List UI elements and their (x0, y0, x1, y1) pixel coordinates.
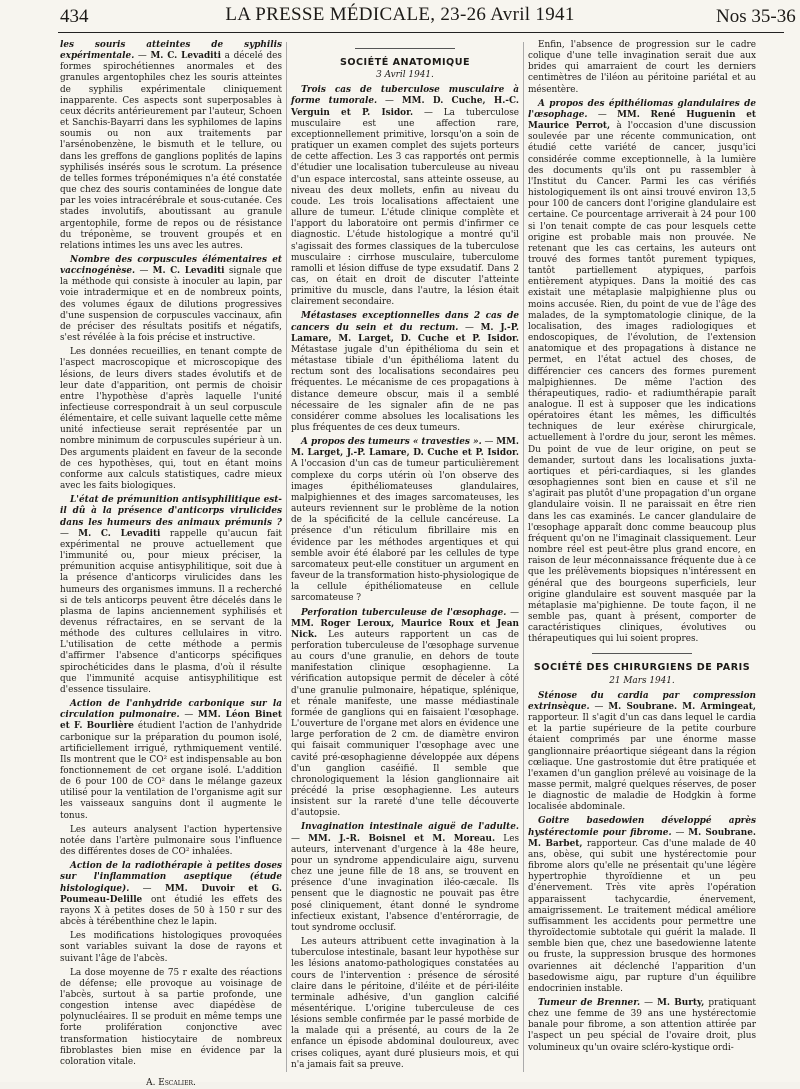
session-date: 21 Mars 1941. (609, 675, 675, 686)
article-body: pratiquant chez une femme de 39 ans une hystérectomie banale pour fibrome, a son attention attirée par l'aspect un peu spécial de l'ovaire droit, plus volumineux qu'un ovaire scléro-kystique ordi- (528, 997, 756, 1053)
paragraph: Action de la radiothérapie à petites doses sur l'inflammation aseptique (étude histologique). — MM. Duvoir et G. Poumeau-Delille ont étudié les effets des rayons X à petites doses de 50 à 150 r sur des abcès à térébenthine chez le lapin. (60, 861, 283, 928)
article-body: Les auteurs, intervenant d'urgence à la 48e heure, pour un syndrome appendiculaire aigu, survenu chez une jeune fille de 18 ans, se trouvent en présence d'une invagination iléo-cæcale. Ils pensent que le diagnostic ne pouvait pas être posé cliniquement, étant donné le syndrome infectieux existant, l'absence d'entérorragie, de tout syndrome occlusif. (291, 833, 519, 933)
article-body: Métastase jugale d'un épithélioma du sein et métastase tibiale d'un épithélioma latent du rectum sont des localisations secondaires peu fréquentes. Le mécanisme de ces propagations à distance demeure obscur, mais il a semblé nécessaire de les signaler afin de ne pas considérer comme absolues les localisations les plus fréquentes de ces deux tumeurs. (291, 344, 519, 433)
paragraph: Les auteurs analysent l'action hypertensive notée dans l'artère pulmonaire sous l'influence des différentes doses de CO² inhalées. (60, 824, 282, 858)
separator (592, 653, 692, 654)
header-rule (58, 32, 784, 33)
article-title: les souris atteintes de syphilis expérimentale. (60, 40, 282, 62)
page-header (0, 0, 800, 40)
column-divider (286, 42, 287, 1072)
paragraph: Sténose du cardia par compression extrinsèque. — M. Soubrane. M. Armingeat, rapporteur. Il s'agit d'un cas dans lequel le cardia et la partie supérieure de la petite courbure étaient comprimés par une énorme masse ganglionnaire préaortique siégeant dans la région cœliaque. Une gastrostomie dut être pratiquée et l'examen d'un ganglion prélevé au voisinage de la masse permit, malgré quelques réserves, de poser le diagnostic de maladie de Hodgkin à forme localisée abdominale. (528, 690, 756, 813)
paragraph: Enfin, l'absence de progression sur le cadre colique d'une telle invagination serait due aux brides qui amarraient de court les derniers centimètres de l'iléon au péritoine pariétal et au mésentère. (528, 40, 756, 95)
page-number: 434 (60, 6, 89, 27)
paragraph: Invagination intestinale aiguë de l'adulte. — MM. J.-R. Boisnel et M. Moreau. Les auteurs, intervenant d'urgence à la 48e heure, pour un syndrome appendiculaire aigu, survenu chez une jeune fille de 18 ans, se trouvent en présence d'une invagination iléo-cæcale. Ils pensent que le diagnostic ne pouvait pas être posé cliniquement, étant donné le syndrome infectieux existant, l'absence d'entérorragie, de tout syndrome occlusif. (291, 822, 519, 933)
article-title: Perforation tuberculeuse de l'œsophage. (301, 607, 507, 618)
article-title: Action de l'anhydride carbonique sur la circulation pulmonaire. (60, 699, 282, 721)
paragraph: La dose moyenne de 75 r exalte des réactions de défense; elle provoque au voisinage de l'abcès, surtout à sa partie profonde, une congestion intense avec diapédèse de polynucléaires. Il se produit en même temps une forte prolifération conjonctive avec transformation histiocytaire de nombreux fibroblastes bien mise en évidence par la coloration vitale. (60, 967, 282, 1067)
article-author: M. Burty, (657, 997, 705, 1008)
article-author: M. C. Levaditi (152, 266, 225, 277)
article-title: Métastases exceptionnelles dans 2 cas de cancers du sein et du rectum. (291, 311, 519, 333)
paragraph: A propos des épithéliomas glandulaires de l'œsophage. — MM. René Huguenin et Maurice Perrot, à l'occasion d'une discussion soulevée par une récente communication, ont étudié cette variété de cancer, jusqu'ici considérée comme exceptionnelle, à la lumière des documents qu'ils ont pu rassembler à l'Institut du Cancer. Parmi les cas vérifiés histologiquement ils ont ainsi trouvé environ 13,5 pour 100 de cancers dont l'origine glandulaire est certaine. Ce pourcentage arriverait à 24 pour 100 si l'on tenait compte de cas pour lesquels cette origine est probable mais non prouvée. Ne retenant que les cas certains, les auteurs ont trouvé des formes tantôt purement typiques, tantôt partiellement atypiques, parfois entièrement atypiques. Dans la moitié des cas existait une métaplasie malpighienne plus ou moins accusée. Rien, du point de vue de l'âge des malades, de la symptomatologie clinique, de la localisation, des images radiologiques et endoscopiques, de l'évolution, de l'extension anatomique et des propagations à distance ne permet, en l'état actuel des choses, de différencier ces cancers des formes purement malpighiennes. De même l'action des thérapeutiques, radio- et radiumthérapie paraît analogue. Il est à supposer que les indications opératoires étant les mêmes, les difficultés techniques de leur exérèse chirurgicale, actuellement à l'ordre du jour, seront les mêmes. Du point de vue de leur origine, on peut se demander, surtout dans les localisations juxta-aortiques et péri-cardiaques, si les glandes œsophagiennes sont bien en cause et s'il ne s'agirait pas plutôt d'une propagation d'un organe glandulaire voisin. Il ne paraissait en être rien dans les cas examinés. Le cancer glandulaire de l'œsophage apparaît donc comme beaucoup plus fréquent qu'on ne l'imaginait classiquement. Leur nombre réel est peut-être plus grand encore, en raison de leur méconnaissance fréquente due à ce que les prélèvements biopsiques n'intéressent en général que des bourgeons superficiels, leur origine glandulaire est souvent masquée par la métaplasie ma'pighienne. De toute façon, il ne semble pas, quant à présent, comporter de caractéristiques cliniques, évolutives ou thérapeutiques qui lui soient propres. (528, 98, 757, 645)
article-author: M. J.-P. Lamare, M. Larget, D. Cuche et P. Isidor. (291, 322, 519, 344)
paragraph: Tumeur de Brenner. — M. Burty, pratiquant chez une femme de 39 ans une hystérectomie banale pour fibrome, a son attention attirée par l'aspect un peu spécial de l'ovaire droit, plus volumineux qu'un ovaire scléro-kystique ordi- (528, 997, 756, 1053)
article-body: Les auteurs rapportent un cas de perforation tuberculeuse de l'œsophage survenue au cours d'une granulie, en dehors de toute manifestation clinique œsophagienne. La vérification autopsique permit de déceler à côté d'une granulie pulmonaire, hépatique, splénique, et rénale manifeste, une masse médiastinale formée de ganglions qui en faisaient l'œsophage. L'ouverture de l'organe met alors en évidence une large perforation de 2 cm. de diamètre environ qui faisait communiquer l'œsophage avec une cavité pré-œsophagienne développée aux dépens d'un ganglion caséifié. Il semble que chronologiquement la lésion ganglionnaire ait précédé la prise œsophagienne. Les auteurs insistent sur la rareté d'une telle découverte d'autopsie. (291, 629, 519, 819)
column-middle (291, 40, 519, 1076)
article-body: La tuberculose musculaire est une affection rare, exceptionnellement primitive, lorsqu'on a soin de pratiquer un examen complet des sujets porteurs de cette affection. Les 3 cas rapportés ont permis d'étudier une localisation tuberculeuse au niveau d'un espace intercostal, sans atteinte osseuse, au niveau des deux mollets, enfin au niveau du coude. Les trois localisations affectaient une allure de tumeur. L'étude clinique complète et l'apport du laboratoire ont permis d'infirmer ce diagnostic. L'étude histologique a montré qu'il s'agissait des formes classiques de la tuberculose musculaire : cirrhose musculaire, tuberculome ramolli et lésion diffuse de type exsudatif. Dans 2 cas, on était en droit de discuter l'atteinte primitive du muscle, dans l'autre, la lésion était clairement secondaire. (291, 107, 519, 308)
article-title: Goitre basedowien développé après hystérectomie pour fibrome. (528, 816, 756, 838)
article-title: A propos des épithéliomas glandulaires de l'œsophage. (528, 98, 756, 120)
article-author: MM. Léon Binet et F. Bourlière (60, 710, 282, 732)
separator (355, 48, 455, 49)
column-right (528, 40, 756, 1076)
article-author: M. Soubrane. M. Barbet, (528, 827, 756, 849)
column-left (60, 40, 283, 1089)
article-body: étudient l'action de l'anhydride carbonique sur la préparation du poumon isolé, artificiellement irrigué, rythmiquement ventilé. Ils montrent que le CO² est indispensable au bon fonctionnement de cet organe isolé. L'addition de 6 pour 100 de CO² dans le mélange gazeux utilisé pour la ventilation de l'organisme agit sur les vaisseaux sanguins dont il augmente le tonus. (60, 721, 282, 821)
article-title: Nombre des corpuscules élémentaires et vaccinogénèse. (60, 254, 282, 277)
article-title: Trois cas de tuberculose musculaire à forme tumorale. (291, 85, 519, 107)
article-author: M. C. Levaditi (78, 528, 161, 539)
paragraph: Action de l'anhydride carbonique sur la circulation pulmonaire. — MM. Léon Binet et F. Bourlière étudient l'action de l'anhydride carbonique sur la préparation du poumon isolé, artificiellement irrigué, rythmiquement ventilé. Ils montrent que le CO² est indispensable au bon fonctionnement de cet organe isolé. L'addition de 6 pour 100 de CO² dans le mélange gazeux utilisé pour la ventilation de l'organisme agit sur les vaisseaux sanguins dont il augmente le tonus. (60, 699, 282, 821)
article-title: Tumeur de Brenner. (538, 997, 641, 1008)
article-body: a décelé des formes spirochétiennes anormales et des granules argentophiles chez les souris atteintes de syphilis expérimentale cliniquement inapparente. Ces aspects sont superposables à ceux décrits antérieurement par l'auteur, Schoen et Sanchis-Bayarri dans les syphilomes de lapins soumis ou non aux traitements par l'arsénobenzène, le bismuth et le tellure, ou dans les greffons de ganglions poplités de lapins syphilisés insérés sous le scrotum. La présence de telles formes tréponémiques n'a été constatée que chez des souris contaminées de longue date par les voies intracérébrale et sous-cutanée. Ces stades involutifs, aboutissant au granule argentophile, forme de repos ou de résistance du tréponème, se trouvent groupés et en relations intimes les uns avec les autres. (60, 51, 282, 251)
article-body: rapporteur. Il s'agit d'un cas dans lequel le cardia et la partie supérieure de la petite courbure étaient comprimés par une énorme masse ganglionnaire préaortique siégeant dans la région cœliaque. Une gastrostomie dut être pratiquée et l'examen d'un ganglion prélevé au voisinage de la masse permit, malgré quelques réserves, de poser le diagnostic de maladie de Hodgkin à forme localisée abdominale. (528, 713, 756, 813)
article-title: Sténose du cardia par compression extrinsèque. (528, 690, 756, 712)
article-author: MM. J.-R. Boisnel et M. Moreau. (308, 833, 496, 844)
paragraph: Nombre des corpuscules élémentaires et vaccinogénèse. — M. C. Levaditi signale que la méthode qui consiste à inoculer au lapin, par voie intradermique et en de nombreux points, des volumes égaux de dilutions progressives d'une suspension de corpuscules vaccinaux, afin de préciser des résultats positifs et négatifs, s'est révélée à la fois précise et instructive. (60, 254, 282, 344)
article-body: signale que la méthode qui consiste à inoculer au lapin, par voie intradermique et en de nombreux points, des volumes égaux de dilutions progressives d'une suspension de corpuscules vaccinaux, afin de préciser des résultats positifs et négatifs, s'est révélée à la fois précise et instructive. (60, 266, 282, 344)
article-title: L'état de prémunition antisyphilitique est-il dû à la présence d'anticorps virulicides dans les humeurs des animaux prémunis ? (60, 495, 282, 528)
article-author: MM. Duvoir et G. Poumeau-Delille (60, 883, 282, 905)
paragraph: Les modifications histologiques provoquées sont variables suivant la dose de rayons et suivant l'âge de l'abcès. (60, 931, 282, 964)
journal-title: LA PRESSE MÉDICALE, 23-26 Avril 1941 (225, 4, 575, 25)
paragraph: A propos des tumeurs « travesties ». — MM. M. Larget, J.-P. Lamare, D. Cuche et P. Isidor. A l'occasion d'un cas de tumeur particulièrement complexe du corps utérin où l'on observe des images épithéliomateuses glandulaires, malpighiennes et des images sarcomateuses, les auteurs reviennent sur le problème de la notion de la spécificité de la cellule cancéreuse. La présence d'un réticulum fibrillaire mis en évidence par les méthodes argentiques et qui semble avoir été élaboré par les cellules de type sarcomateux peut-elle constituer un argument en faveur de la transformation histo-physiologique de la cellule épithéliomateuse en cellule sarcomateuse ? (291, 437, 519, 604)
article-author: MM. René Huguenin et Maurice Perrot, (528, 109, 756, 132)
paragraph: L'état de prémunition antisyphilitique est-il dû à la présence d'anticorps virulicides dans les humeurs des animaux prémunis ? — M. C. Levaditi rappelle qu'aucun fait expérimental ne prouve actuellement que l'immunité ou, pour mieux préciser, la prémunition acquise antisyphilitique, soit due à la présence d'anticorps virulicides dans les humeurs des organismes immuns. Il a recherché si de tels anticorps peuvent être décelés dans le plasma de lapins anciennement syphilisés et devenus réfractaires, en se servant de la méthode des cultures cellulaires in vitro. L'utilisation de cette méthode a permis d'affirmer l'absence d'anticorps spécifiques spirochéticides dans le plasma, d'où il résulte que l'immunité acquise antisyphilitique est d'essence tissulaire. (60, 495, 282, 695)
column-divider (523, 42, 524, 1072)
article-author: MM. M. Larget, J.-P. Lamare, D. Cuche et P. Isidor. (291, 437, 519, 459)
society-heading: SOCIÉTÉ ANATOMIQUE (339, 57, 471, 68)
paragraph: Trois cas de tuberculose musculaire à forme tumorale. — MM. D. Cuche, H.-C. Verguin et P. Isidor. — La tuberculose musculaire est une affection rare, exceptionnellement primitive, lorsqu'on a soin de pratiquer un examen complet des sujets porteurs de cette affection. Les 3 cas rapportés ont permis d'étudier une localisation tuberculeuse au niveau d'un espace intercostal, sans atteinte osseuse, au niveau des deux mollets, enfin au niveau du coude. Les trois localisations affectaient une allure de tumeur. L'étude clinique complète et l'apport du laboratoire ont permis d'infirmer ce diagnostic. L'étude histologique a montré qu'il s'agissait des formes classiques de la tuberculose musculaire : cirrhose musculaire, tuberculome ramolli et lésion diffuse de type exsudatif. Dans 2 cas, on était en droit de discuter l'atteinte primitive du muscle, dans l'autre, la lésion était clairement secondaire. (291, 85, 519, 308)
paragraph: Métastases exceptionnelles dans 2 cas de cancers du sein et du rectum. — M. J.-P. Lamare, M. Larget, D. Cuche et P. Isidor. Métastase jugale d'un épithélioma du sein et métastase tibiale d'un épithélioma latent du rectum sont des localisations secondaires peu fréquentes. Le mécanisme de ces propagations à distance demeure obscur, mais il a semblé nécessaire de les signaler afin de ne pas considérer comme absolues les localisations les plus fréquentes de ces deux tumeurs. (291, 311, 519, 433)
article-body: ont étudié les effets des rayons X à petites doses de 50 à 150 r sur des abcès à térébenthine chez le lapin. (60, 894, 283, 928)
paragraph: Les données recueillies, en tenant compte de l'aspect macroscopique et microscopique des lésions, de leurs divers stades évolutifs et de leur date d'apparition, ont permis de choisir entre l'hypothèse d'après laquelle l'unité infectieuse correspondrait à un seul corpuscule élémentaire, et celle suivant laquelle cette même unité infectieuse serait représentée par un nombre minimum de corpuscules supérieur à un. Des arguments plaident en faveur de la seconde de ces hypothèses, qui, tout en étant moins conforme aux calculs statistiques, cadre mieux avec les faits biologiques. (60, 347, 282, 492)
paragraph: Les auteurs attribuent cette invagination à la tuberculose intestinale, basant leur hypothèse sur les lésions anatomo-pathologiques constatées au cours de l'intervention : présence de sérosité claire dans le péritoine, d'iléite et de péri-iléite terminale adhésive, d'un ganglion calcifié mésentérique. L'origine tuberculeuse de ces lésions semble confirmée par le passé morbide de la malade qui a présenté, au cours de la 2e enfance un épisode abdominal douloureux, avec crises coliques, ayant duré plusieurs mois, et qui n'a jamais fait sa preuve. (291, 937, 519, 1070)
session-date: 3 Avril 1941. (376, 70, 434, 81)
issue-number: Nos 35-36 (716, 6, 796, 27)
article-body: à l'occasion d'une discussion soulevée par une récente communication, ont étudié cette variété de cancer, jusqu'ici considérée comme exceptionnelle, à la lumière des documents qu'ils ont pu rassembler à l'Institut du Cancer. Parmi les cas vérifiés histologiquement ils ont ainsi trouvé environ 13,5 pour 100 de cancers dont l'origine glandulaire est certaine. Ce pourcentage arriverait à 24 pour 100 si l'on tenait compte de cas pour lesquels cette origine est probable mais non prouvée. Ne retenant que les cas certains, les auteurs ont trouvé des formes tantôt purement typiques, tantôt partiellement atypiques, parfois entièrement atypiques. Dans la moitié des cas existait une métaplasie malpighienne plus ou moins accusée. Rien, du point de vue de l'âge des malades, de la symptomatologie clinique, de la localisation, des images radiologiques et endoscopiques, de l'évolution, de l'extension anatomique et des propagations à distance ne permet, en l'état actuel des choses, de différencier ces cancers des formes purement malpighiennes. De même l'action des thérapeutiques, radio- et radiumthérapie paraît analogue. Il est à supposer que les indications opératoires étant les mêmes, les difficultés techniques de leur exérèse chirurgicale, actuellement à l'ordre du jour, seront les mêmes. Du point de vue de leur origine, on peut se demander, surtout dans les localisations juxta-aortiques et péri-cardiaques, si les glandes œsophagiennes sont bien en cause et s'il ne s'agirait pas plutôt d'une propagation d'un organe glandulaire voisin. Il ne paraissait en être rien dans les cas examinés. Le cancer glandulaire de l'œsophage apparaît donc comme beaucoup plus fréquent qu'on ne l'imaginait classiquement. Leur nombre réel est peut-être plus grand encore, en raison de leur méconnaissance fréquente due à ce que les prélèvements biopsiques n'intéressent en général que des bourgeons superficiels, leur origine glandulaire est souvent masquée par la métaplasie ma'pighienne. De toute façon, il ne semble pas, quant à présent, comporter de caractéristiques cliniques, évolutives ou thérapeutiques qui lui soient propres. (528, 121, 757, 645)
article-body: rapporteur. Cas d'une malade de 40 ans, obèse, qui subit une hystérectomie pour fibrome alors qu'elle ne présentait qu'une légère hypertrophie thyroïdienne et un peu d'énervement. Très vite après l'opération apparaissent tachycardie, énervement, amaigrissement. Le traitement médical améliore suffisamment les accidents pour permettre une thyroïdectomie subtotale qui guérit la malade. Il semble bien que, chez une basedowienne latente ou fruste, la suppression brusque des hormones ovariennes ait déclenché l'apparition d'un basedowisme aigu, par rupture d'un équilibre endocrinien instable. (528, 838, 756, 994)
society-heading: SOCIÉTÉ DES CHIRURGIENS DE PARIS (533, 662, 751, 674)
paragraph: les souris atteintes de syphilis expérimentale. — M. C. Levaditi a décelé des formes spirochétiennes anormales et des granules argentophiles chez les souris atteintes de syphilis expérimentale cliniquement inapparente. Ces aspects sont superposables à ceux décrits antérieurement par l'auteur, Schoen et Sanchis-Bayarri dans les syphilomes de lapins soumis ou non aux traitements par l'arsénobenzène, le bismuth et le tellure, ou dans les greffons de ganglions poplités de lapins syphilisés insérés sous le scrotum. La présence de telles formes tréponémiques n'a été constatée que chez des souris contaminées de longue date par les voies intracérébrale et sous-cutanée. Ces stades involutifs, aboutissant au granule argentophile, forme de repos ou de résistance du tréponème, se trouvent groupés et en relations intimes les uns avec les autres. (60, 40, 282, 251)
signature: A. Escalier. (146, 1078, 196, 1089)
article-author: MM. Roger Leroux, Maurice Roux et Jean Nick. (291, 618, 519, 640)
article-body: A l'occasion d'un cas de tumeur particulièrement complexe du corps utérin où l'on observe des images épithéliomateuses glandulaires, malpighiennes et des images sarcomateuses, les auteurs reviennent sur le problème de la notion de la spécificité de la cellule cancéreuse. La présence d'un réticulum fibrillaire mis en évidence par les méthodes argentiques et qui semble avoir été élaboré par les cellules de type sarcomateux peut-elle constituer un argument en faveur de la transformation histo-physiologique de la cellule épithéliomateuse en cellule sarcomateuse ? (291, 459, 519, 604)
paragraph: Goitre basedowien développé après hystérectomie pour fibrome. — M. Soubrane. M. Barbet, rapporteur. Cas d'une malade de 40 ans, obèse, qui subit une hystérectomie pour fibrome alors qu'elle ne présentait qu'une légère hypertrophie thyroïdienne et un peu d'énervement. Très vite après l'opération apparaissent tachycardie, énervement, amaigrissement. Le traitement médical améliore suffisamment les accidents pour permettre une thyroïdectomie subtotale qui guérit la malade. Il semble bien que, chez une basedowienne latente ou fruste, la suppression brusque des hormones ovariennes ait déclenché l'apparition d'un basedowisme aigu, par rupture d'un équilibre endocrinien instable. (528, 816, 756, 994)
article-title: Invagination intestinale aiguë de l'adulte. (301, 822, 519, 833)
article-title: A propos des tumeurs « travesties ». (301, 437, 482, 448)
article-author: MM. D. Cuche, H.-C. Verguin et P. Isidor. (291, 96, 519, 118)
article-body: rappelle qu'aucun fait expérimental ne prouve actuellement que l'immunité ou, pour mieux préciser, la prémunition acquise antisyphilitique, soit due à la présence d'anticorps virulicides dans les humeurs des organismes immuns. Il a recherché si de tels anticorps peuvent être décelés dans le plasma de lapins anciennement syphilisés et devenus réfractaires, en se servant de la méthode des cultures cellulaires in vitro. L'utilisation de cette méthode a permis d'affirmer l'absence d'anticorps spécifiques spirochéticides dans le plasma, d'où il résulte que l'immunité acquise antisyphilitique est d'essence tissulaire. (60, 528, 282, 695)
paragraph: Perforation tuberculeuse de l'œsophage. — MM. Roger Leroux, Maurice Roux et Jean Nick. Les auteurs rapportent un cas de perforation tuberculeuse de l'œsophage survenue au cours d'une granulie, en dehors de toute manifestation clinique œsophagienne. La vérification autopsique permit de déceler à côté d'une granulie pulmonaire, hépatique, splénique, et rénale manifeste, une masse médiastinale formée de ganglions qui en faisaient l'œsophage. L'ouverture de l'organe met alors en évidence une large perforation de 2 cm. de diamètre environ qui faisait communiquer l'œsophage avec une cavité pré-œsophagienne développée aux dépens d'un ganglion caséifié. Il semble que chronologiquement la lésion ganglionnaire ait précédé la prise œsophagienne. Les auteurs insistent sur la rareté d'une telle découverte d'autopsie. (291, 607, 519, 819)
article-author: M. C. Levaditi (150, 51, 222, 62)
article-title: Action de la radiothérapie à petites doses sur l'inflammation aseptique (étude histologique). (60, 861, 282, 894)
article-author: M. Soubrane. M. Armingeat, (608, 701, 756, 712)
